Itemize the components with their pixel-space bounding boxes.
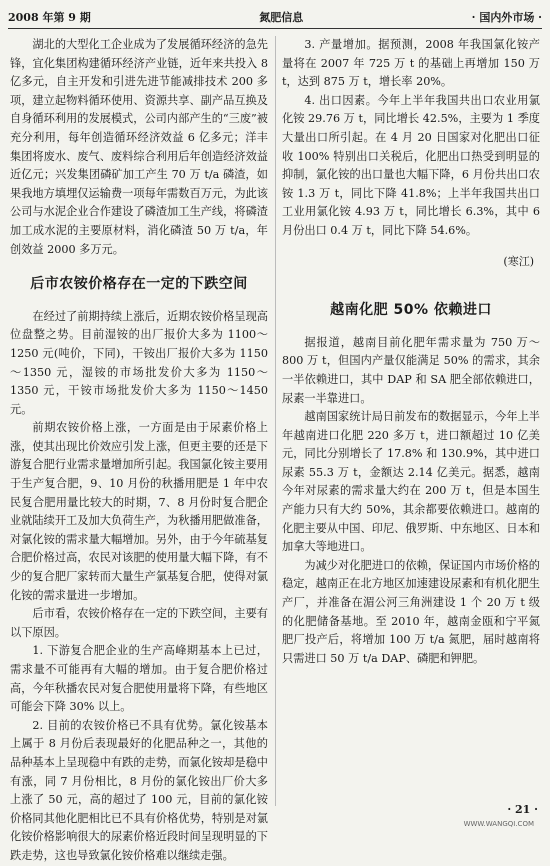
article3-paragraph: 为减少对化肥进口的依赖，保证国内市场价格的稳定，越南正在北方地区加速建设尿素和有机化肥生产厂，并准备在湄公河三角洲建设 1 个 20 万 t 级的化肥储备基地。至 2010 年，越南金瓯和宁平氮肥厂投产后，将增加 100 万 t/a 氮肥，届时越南将只需进口 50 万 t/a DAP、磷肥和钾肥。: [282, 558, 540, 665]
left-column: [10, 36, 268, 862]
article2-paragraph: 4. 出口因素。今年上半年我国共出口农业用氯化铵 29.76 万 t，同比增长 42.5%，主要为 1 季度大量出口所引起。在 4 月 20 日国家对化肥出口征收 100% 特别出口关税后，化肥出口热受到明显的抑制，氯化铵的出口量也大幅下降，6 月份共出口农铵 1.3 万 t，同比下降 41.8%；上半年我国共出口工业用氯化铵 4.93 万 t，同比增长 6.3%，其中 6 月份出口 0.4 万 t，同比下降 54.6%。: [282, 93, 540, 237]
article2-paragraph: 3. 产量增加。据预测，2008 年我国氯化铵产量将在 2007 年 725 万 t 的基础上再增加 150 万 t，达到 875 万 t，增长率 20%。: [282, 38, 540, 89]
article2-paragraph: 在经过了前期持续上涨后，近期农铵价格呈现高位盘整之势。目前湿铵的出厂报价大多为 1100～1250 元(吨价，下同)，干铵出厂报价大多为 1150～1350 元，湿铵的市场批发价大多为 1150～1350 元，干铵市场批发价大多为 1150～1450 元。: [10, 309, 268, 416]
article3-title: 越南化肥 50% 依赖进口: [330, 302, 492, 319]
issue-label: 2008 年第 9 期: [8, 11, 91, 24]
column-divider: [275, 36, 276, 806]
right-column: [282, 36, 540, 808]
article2-paragraph: 前期农铵价格上涨，一方面是由于尿素价格上涨，使其出现比价效应引发上涨，但更主要的还是下游复合肥行业需求量增加所引起。我国氯化铵主要用于生产复合肥，9、10 月份的秋播用肥是 1 年中农民复合肥用量比较大的时期，7、8 月份时复合肥企业就陆续开工及加大负荷生产，为秋播用肥做准备，对氯化铵的需求量大幅增加。另外，由于今年硫基复合肥价格过高，农民对该肥的使用量大幅下降，有不少的复合肥厂家转而大量生产氯基复合肥，使得对氯化铵的需求量进一步增加。: [10, 421, 268, 602]
journal-title: 氮肥信息: [259, 11, 304, 24]
page-number: · 21 ·: [507, 803, 538, 816]
watermark-text: WWW.WANGQI.COM: [463, 820, 534, 828]
article2-paragraph: 后市看，农铵价格存在一定的下跌空间，主要有以下原因。: [10, 607, 268, 639]
section-label: · 国内外市场 ·: [471, 11, 542, 24]
article2-paragraph: 2. 目前的农铵价格已不具有优势。氯化铵基本上属于 8 月份后表现最好的化肥品种之一，其他的品种基本上呈现稳中有跌的走势，而氯化铵却是稳中有涨，同 7 月份相比，8 月份的氯化铵出厂价大多上涨了 50 元，高的超过了 100 元，目前的氯化铵价格同其他化肥相比已不具有价格优势，特别是对氯化铵价格影响很大的尿素价格近段时间呈现明显的下跌走势，这也导致氯化铵价格难以继续走强。: [10, 718, 268, 862]
article3-paragraph: 越南国家统计局日前发布的数据显示，今年上半年越南进口化肥 220 多万 t，进口额超过 10 亿美元，同比分别增长了 17.8% 和 130.9%，其中进口尿素 55.3 万 t，金额达 2.14 亿美元。据悉，越南今年对尿素的需求量大约在 200 万 t，但是本国生产能力只有大约 50%，其余都要依赖进口。越南的化肥主要从中国、印尼、俄罗斯、中东地区、日本和加拿大等地进口。: [282, 410, 540, 554]
article2-title: 后市农铵价格存在一定的下跌空间: [30, 276, 248, 293]
article2-author: (寒江): [503, 254, 534, 268]
article1-paragraph: 湖北的大型化工企业成为了发展循环经济的急先锋，宜化集团构建循环经济产业链，近年来共投入 8 亿多元，自主开发和引进先进节能减排技术 200 多项，建立起物料循环使用、资源共享、副产品互换及自身循环利用的发展模式，公司内部产生的“三废”被充分利用，每年创造循环经济效益 6 亿多元；洋丰集团将废水、废气、废料综合利用后年创造经济效益近亿元；兴发集团磷矿加工产生 70 万 t/a 磷渣，如果我地方填埋仅运输费一项每年需数百万元，为此该公司与水泥企业合作建设了磷渣加工生产线，将磷渣加工成水泥的主要原材料，消化磷渣 50 万 t/a，年创效益 2000 多万元。: [10, 38, 268, 256]
page-header: [8, 6, 542, 29]
article3-paragraph: 据报道，越南目前化肥年需求量为 750 万～800 万 t，但国内产量仅能满足 50% 的需求，其余一半依赖进口，其中 DAP 和 SA 肥全部依赖进口，尿素一半靠进口。: [282, 335, 540, 405]
article2-paragraph: 1. 下游复合肥企业的生产高峰期基本上已过，需求量不可能再有大幅的增加。由于复合肥价格过高，今年秋播农民对复合肥使用量将下降，有些地区可能会下降 30% 以上。: [10, 644, 268, 714]
